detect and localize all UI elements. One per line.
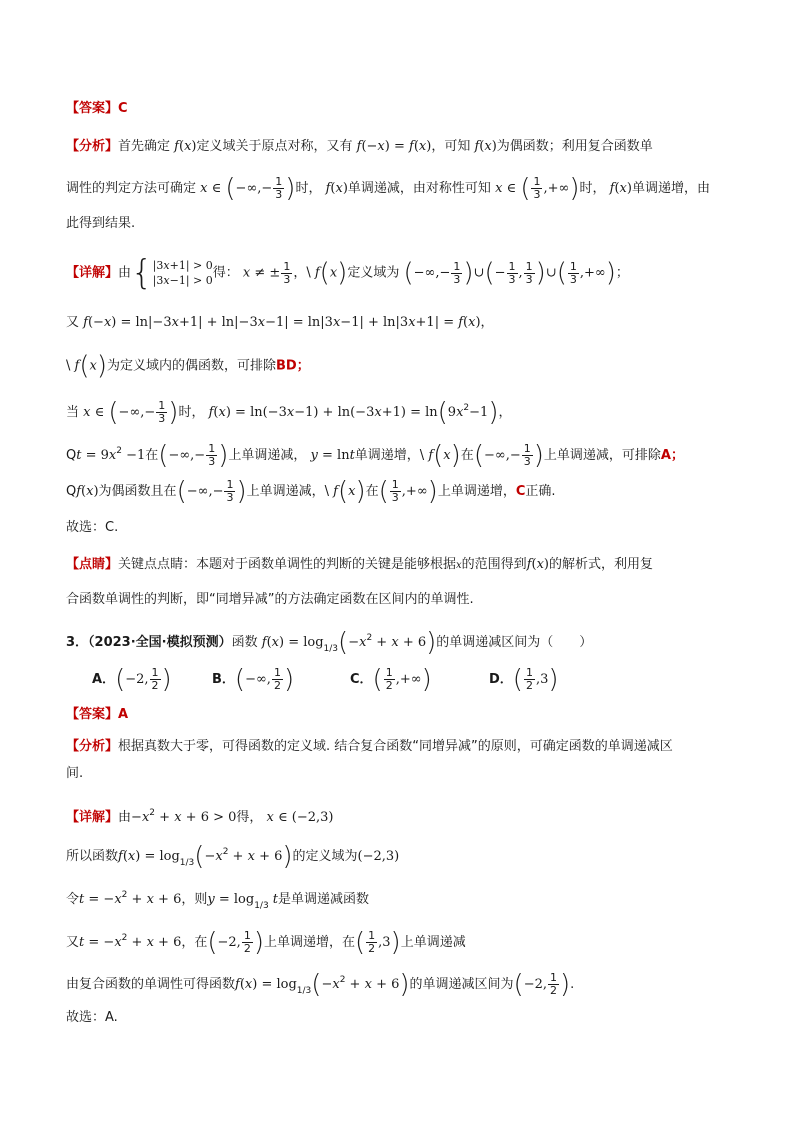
q3-stem: 3．（2023·全国·模拟预测）函数 $f(x) = \log_{1/3}(-x^2 + x + 6)$的单调递减区间为（ ）: [66, 627, 593, 658]
answer-tag: 【答案】: [66, 101, 119, 116]
q2-detail-line2: 又 f(−x) = ln|−3x+1| + ln|−3x−1| = ln|3x−1| + ln|3x+1| = f(x)，: [66, 315, 494, 330]
q2-detail-line5: $Qt = 9x^2 -1$在(−∞,− $\frac{1}{3}$ )上单调递减， y = lnt单调递增，\ f(x)在(−∞,− $\frac{1}{3}$ )上单调递减，可排除A；: [66, 440, 684, 471]
point-tag: 【点睛】: [66, 557, 119, 572]
q3-detail-line5: 由复合函数的单调性可得函数$f(x) = \log_{1/3}(-x^2 + x + 6)$的单调递减区间为(−2, $\frac{1}{2}$ ).: [66, 969, 575, 1000]
q3-analysis-line2: 间.: [66, 766, 84, 781]
analysis-tag: 【分析】: [66, 139, 119, 154]
q2-detail-line3: \ f(x)为定义域内的偶函数，可排除BD；: [66, 351, 310, 381]
q2-detail-line1: 【详解】由{ |3x+1| > 0 |3x−1| > 0 得： x ≠ ± $\frac{1}{3}$ ，\ f(x)定义域为 (−∞,− $\frac{1}{3}$ )∪(− $\frac{1}{3}$ , $\frac{1}{3}$ )∪( $\frac{1}{3}$ ,+∞)；: [66, 253, 629, 293]
answer-value: C: [118, 101, 128, 116]
q2-answer-line: [66, 99, 734, 119]
q2-detail-line4: 当 x ∈ (−∞,− $\frac{1}{3}$ )时， $f(x) = \ln(-3x-1) + \ln(-3x+1) = \ln(9x^2-1)$，: [66, 397, 512, 428]
q3-analysis-line1: 【分析】根据真数大于零，可得函数的定义域. 结合复合函数“同增异减”的原则，可确定函数的单调递减区: [66, 739, 673, 754]
q2-analysis-line2: 调性的判定方法可确定 x ∈ (−∞,− $\frac{1}{3}$ )时， f(x)单调递减，由对称性可知 x ∈ ( $\frac{1}{3}$ ,+∞)时， f(x)单调递增，由: [66, 173, 710, 204]
option-c[interactable]: C．( $\frac{1}{2}$ ,+∞): [350, 664, 432, 695]
q3-detail-line2: 所以函数$f(x) = \log_{1/3}(-x^2 + x + 6)$的定义域为(−2,3): [66, 841, 400, 872]
q3-options: [66, 664, 734, 695]
q2-point-line2: 合函数单调性的判断，即“同增异减”的方法确定函数在区间内的单调性.: [66, 592, 474, 607]
q2-detail-line6: Qf(x)为偶函数且在(−∞,− $\frac{1}{3}$ )上单调递减，\ f(x)在( $\frac{1}{3}$ ,+∞)上单调递增，C正确.: [66, 476, 556, 507]
q3-detail-line4: 又$t = -x^2 + x + 6$，在(−2, $\frac{1}{2}$ )上单调递增，在( $\frac{1}{2}$ ,3)上单调递减: [66, 927, 466, 958]
q3-detail-line1: 【详解】由$-x^2 + x + 6 > 0$得， x ∈ (−2,3): [66, 808, 334, 825]
option-b[interactable]: B．(−∞, $\frac{1}{2}$ ): [212, 664, 295, 695]
option-d[interactable]: D．( $\frac{1}{2}$ ,3): [489, 664, 559, 695]
q2-analysis-line3: 此得到结果.: [66, 216, 136, 231]
q3-choose: 故选：A.: [66, 1010, 118, 1025]
detail-tag: 【详解】: [66, 265, 119, 281]
q2-point-line1: 【点睛】关键点点睛：本题对于函数单调性的判断的关键是能够根据x的范围得到f(x)的解析式，利用复: [66, 557, 654, 572]
q2-choose: 故选：C.: [66, 520, 119, 535]
option-a[interactable]: A．(−2, $\frac{1}{2}$ ): [92, 664, 172, 695]
q3-detail-line3: 令$t = -x^2 + x + 6$，则$y = \log_{1/3} t$是单调递减函数: [66, 890, 370, 911]
q3-answer-line: 【答案】A: [66, 707, 129, 722]
q2-analysis-line1: 【分析】首先确定 f(x)定义域关于原点对称，又有 f(−x) = f(x)，可知 f(x)为偶函数；利用复合函数单: [66, 139, 653, 154]
